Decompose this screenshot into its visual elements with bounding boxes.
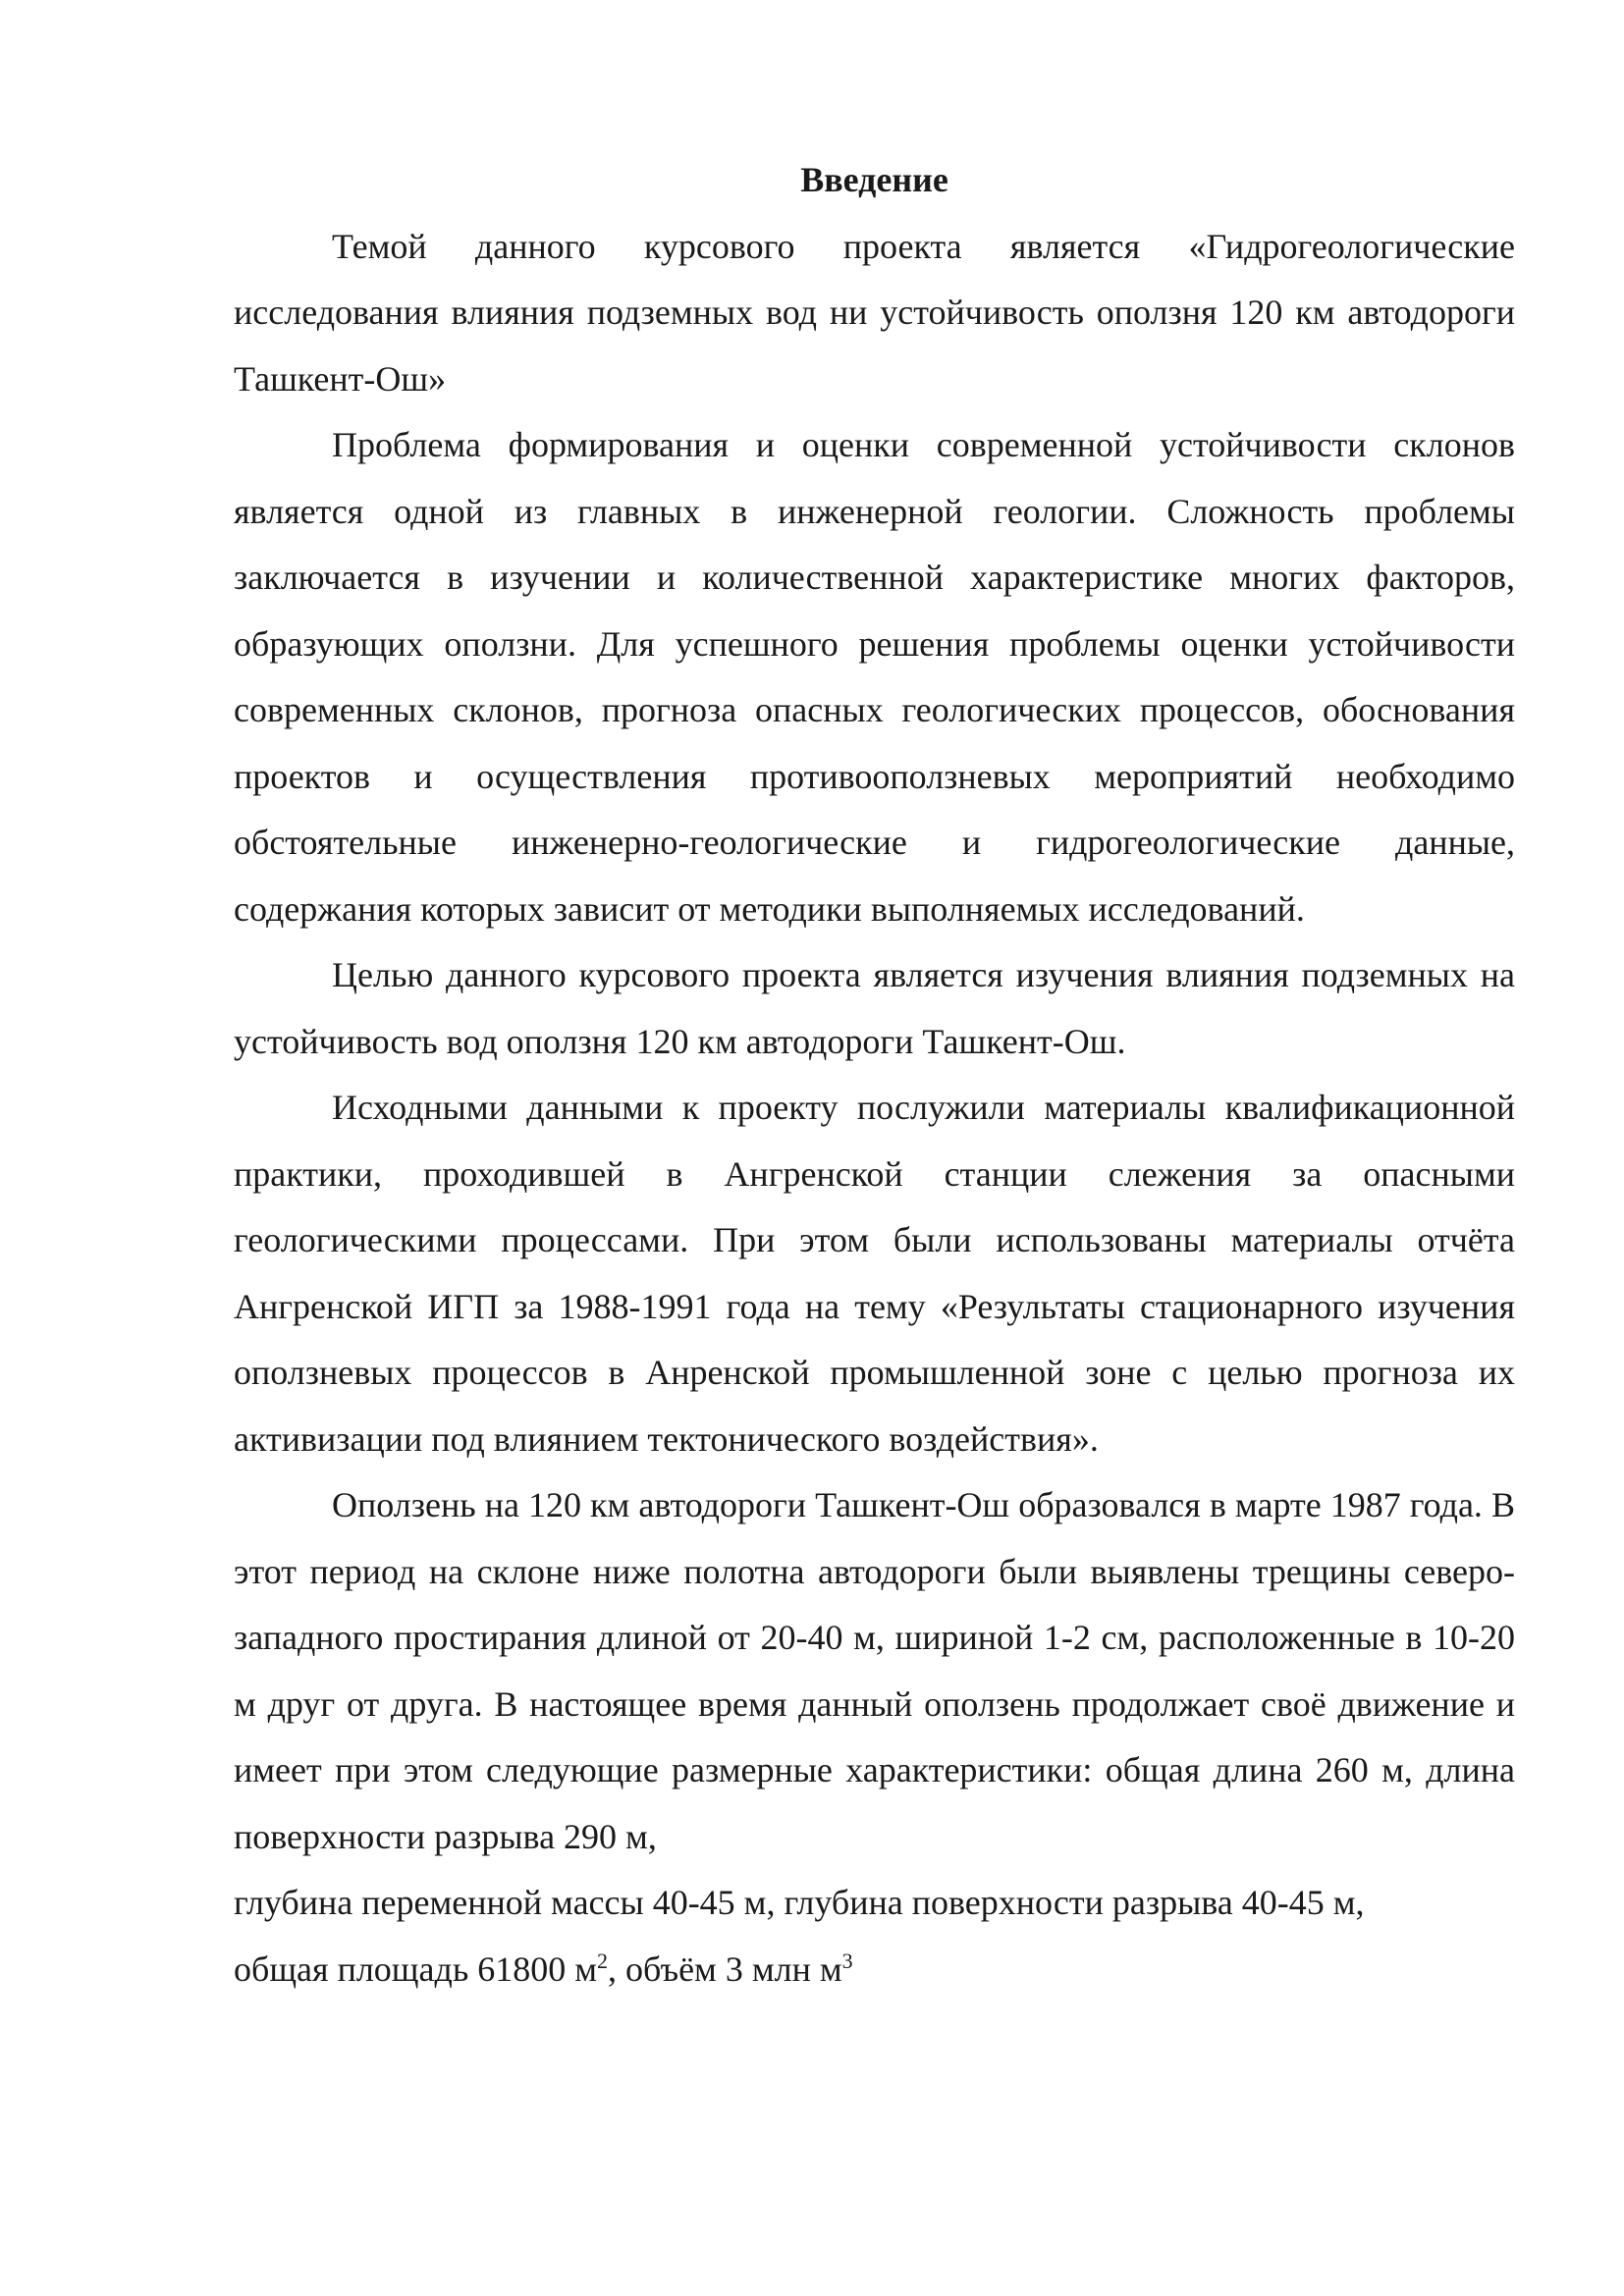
volume-superscript: 3 <box>841 1948 853 1973</box>
paragraph-landslide: Оползень на 120 км автодороги Ташкент-Ош образовался в марте 1987 года. В этот период на склоне ниже полотна автодороги были выявлены трещины северо-западного простирания длиной от 20-40 м, шириной 1-2 см, расположенные в 10-20 м друг от друга. В настоящее время данный оползень продолжает своё движение и имеет при этом следующие размерные характеристики: общая длина 260 м, длина поверхности разрыва 290 м, <box>234 1485 1515 1856</box>
area-text: общая площадь 61800 м <box>234 1949 598 1989</box>
volume-text: , объём 3 млн м <box>608 1949 842 1989</box>
paragraph-landslide-area <box>234 1937 1515 2003</box>
document-title: Введение <box>800 160 948 199</box>
document-body <box>234 147 1515 2002</box>
paragraph-topic: Темой данного курсового проекта является «Гидрогеологические исследования влияния подземных вод ни устойчивость оползня 120 км автодороги Ташкент-Ош» <box>234 226 1515 399</box>
paragraph-problem: Проблема формирования и оценки современной устойчивости склонов является одной из главных в инженерной геологии. Сложность проблемы заключается в изучении и количественной характеристике многих факторов, образующих оползни. Для успешного решения проблемы оценки устойчивости современных склонов, прогноза опасных геологических процессов, обоснования проектов и осуществления противооползневых мероприятий необходимо обстоятельные инженерно-геологические и гидрогеологические данные, содержания которых зависит от методики выполняемых исследований. <box>234 425 1515 929</box>
area-superscript: 2 <box>597 1948 609 1973</box>
paragraph-landslide-depth: глубина переменной массы 40-45 м, глубина поверхности разрыва 40-45 м, <box>234 1883 1365 1922</box>
paragraph-source-data: Исходными данными к проекту послужили материалы квалификационной практики, проходившей в Ангренской станции слежения за опасными геологическими процессами. При этом были использованы материалы отчёта Ангренской ИГП за 1988-1991 года на тему «Результаты стационарного изучения оползневых процессов в Анренской промышленной зоне с целью прогноза их активизации под влиянием тектонического воздействия». <box>234 1088 1515 1459</box>
paragraph-goal: Целью данного курсового проекта является изучения влияния подземных на устойчивость вод оползня 120 км автодороги Ташкент-Ош. <box>234 955 1515 1061</box>
